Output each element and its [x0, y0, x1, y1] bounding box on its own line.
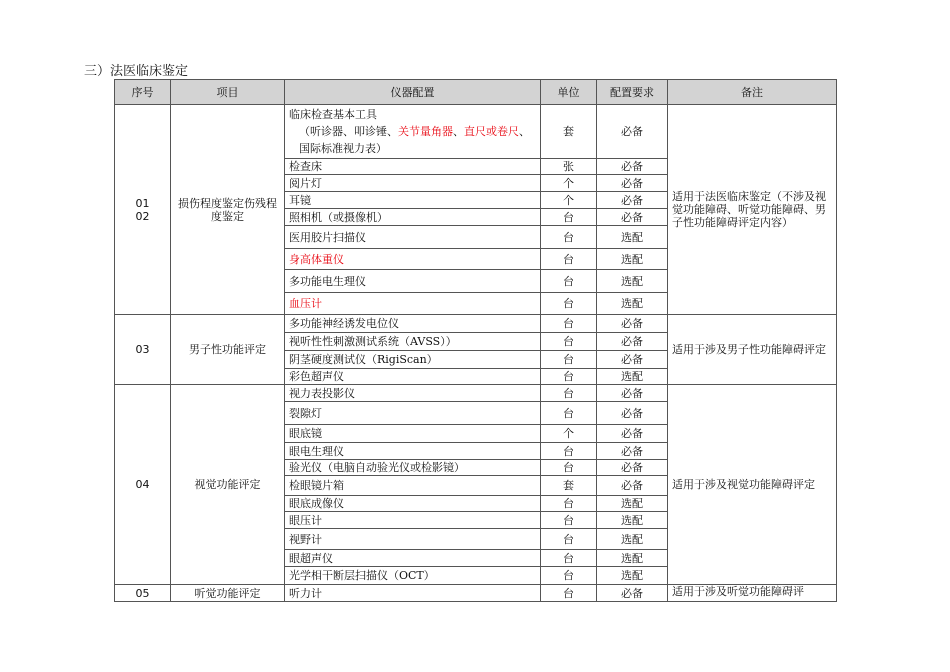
- requirement-cell: 选配: [597, 226, 668, 249]
- requirement-cell: 选配: [597, 529, 668, 550]
- unit-cell: 台: [541, 270, 597, 293]
- requirement-cell: 必备: [597, 443, 668, 460]
- equipment-cell: 裂隙灯: [285, 402, 541, 425]
- equipment-cell: 多功能电生理仪: [285, 270, 541, 293]
- equipment-name: 临床检查基本工具: [289, 108, 377, 121]
- unit-cell: 张: [541, 159, 597, 175]
- equipment-cell: 眼电生理仪: [285, 443, 541, 460]
- equipment-cell: 眼超声仪: [285, 550, 541, 567]
- equipment-cell: 眼底镜: [285, 425, 541, 443]
- equipment-cell: 视力表投影仪: [285, 385, 541, 402]
- requirement-cell: 必备: [597, 333, 668, 351]
- requirement-cell: 选配: [597, 293, 668, 315]
- unit-cell: 台: [541, 351, 597, 369]
- requirement-cell: 必备: [597, 175, 668, 192]
- equipment-cell: 照相机（或摄像机）: [285, 209, 541, 226]
- unit-cell: 台: [541, 209, 597, 226]
- equipment-detail: [289, 123, 536, 157]
- remark-cell: [668, 585, 837, 602]
- header-remark: 备注: [668, 80, 837, 105]
- row-number: 05: [115, 585, 171, 602]
- equipment-cell: [285, 105, 541, 159]
- unit-cell: 台: [541, 512, 597, 529]
- requirement-cell: 选配: [597, 249, 668, 270]
- unit-cell: 台: [541, 567, 597, 585]
- row-number: 04: [115, 385, 171, 585]
- equipment-detail-text-red: 直尺或卷尺: [464, 125, 519, 138]
- requirement-cell: 必备: [597, 315, 668, 333]
- unit-cell: 台: [541, 249, 597, 270]
- requirement-cell: 必备: [597, 209, 668, 226]
- equipment-detail-text: 、国际标准视力表）: [299, 125, 530, 155]
- requirement-cell: 必备: [597, 159, 668, 175]
- requirement-cell: 必备: [597, 105, 668, 159]
- requirement-cell: 必备: [597, 385, 668, 402]
- equipment-cell: 身高体重仪: [285, 249, 541, 270]
- equipment-detail-text: （听诊器、叩诊锤、: [299, 125, 398, 138]
- requirement-cell: 选配: [597, 512, 668, 529]
- unit-cell: 台: [541, 385, 597, 402]
- table-header-row: [115, 80, 837, 105]
- equipment-cell: 验光仪（电脑自动验光仪或检影镜）: [285, 460, 541, 476]
- requirement-cell: 必备: [597, 460, 668, 476]
- header-equipment: 仪器配置: [285, 80, 541, 105]
- unit-cell: 台: [541, 369, 597, 385]
- unit-cell: 个: [541, 425, 597, 443]
- table-row: [115, 315, 837, 333]
- requirement-cell: 选配: [597, 270, 668, 293]
- equipment-cell: 光学相干断层扫描仪（OCT）: [285, 567, 541, 585]
- unit-cell: 台: [541, 226, 597, 249]
- unit-cell: 台: [541, 402, 597, 425]
- equipment-table: [114, 79, 837, 602]
- remark-text: 适用于涉及听觉功能障碍评: [672, 585, 804, 598]
- unit-cell: 个: [541, 192, 597, 209]
- equipment-cell: 彩色超声仪: [285, 369, 541, 385]
- section-title: 三）法医临床鉴定: [84, 64, 189, 79]
- requirement-cell: 选配: [597, 496, 668, 512]
- requirement-cell: 选配: [597, 369, 668, 385]
- equipment-detail-text: 、: [453, 125, 464, 138]
- row-number-line: 02: [135, 209, 150, 223]
- equipment-cell: 多功能神经诱发电位仪: [285, 315, 541, 333]
- equipment-cell: 眼压计: [285, 512, 541, 529]
- header-no: 序号: [115, 80, 171, 105]
- requirement-cell: 必备: [597, 585, 668, 602]
- equipment-cell: 检查床: [285, 159, 541, 175]
- header-project: 项目: [171, 80, 285, 105]
- requirement-cell: 必备: [597, 402, 668, 425]
- project-name: 男子性功能评定: [171, 315, 285, 385]
- equipment-cell: 眼底成像仪: [285, 496, 541, 512]
- requirement-cell: 必备: [597, 476, 668, 496]
- unit-cell: 个: [541, 175, 597, 192]
- unit-cell: 套: [541, 105, 597, 159]
- unit-cell: 台: [541, 443, 597, 460]
- requirement-cell: 必备: [597, 425, 668, 443]
- unit-cell: 台: [541, 460, 597, 476]
- header-requirement: 配置要求: [597, 80, 668, 105]
- remark-cell: 适用于法医临床鉴定（不涉及视觉功能障碍、听觉功能障碍、男子性功能障碍评定内容）: [668, 105, 837, 315]
- table-row: [115, 585, 837, 602]
- requirement-cell: 必备: [597, 192, 668, 209]
- row-number: [115, 105, 171, 315]
- unit-cell: 台: [541, 496, 597, 512]
- equipment-cell: 阴茎硬度测试仪（RigiScan）: [285, 351, 541, 369]
- equipment-cell: 血压计: [285, 293, 541, 315]
- unit-cell: 台: [541, 333, 597, 351]
- equipment-cell: 听力计: [285, 585, 541, 602]
- project-name: 视觉功能评定: [171, 385, 285, 585]
- unit-cell: 台: [541, 293, 597, 315]
- requirement-cell: 必备: [597, 351, 668, 369]
- requirement-cell: 选配: [597, 550, 668, 567]
- equipment-cell: 医用胶片扫描仪: [285, 226, 541, 249]
- equipment-cell: 视野计: [285, 529, 541, 550]
- unit-cell: 台: [541, 529, 597, 550]
- equipment-detail-text-red: 关节量角器: [398, 125, 453, 138]
- unit-cell: 套: [541, 476, 597, 496]
- equipment-cell: 阅片灯: [285, 175, 541, 192]
- row-number: 03: [115, 315, 171, 385]
- row-number-line: 01: [135, 196, 150, 210]
- remark-cell: 适用于涉及视觉功能障碍评定: [668, 385, 837, 585]
- header-unit: 单位: [541, 80, 597, 105]
- table-row: [115, 385, 837, 402]
- unit-cell: 台: [541, 585, 597, 602]
- requirement-cell: 选配: [597, 567, 668, 585]
- remark-cell: 适用于涉及男子性功能障碍评定: [668, 315, 837, 385]
- unit-cell: 台: [541, 550, 597, 567]
- equipment-cell: 检眼镜片箱: [285, 476, 541, 496]
- unit-cell: 台: [541, 315, 597, 333]
- equipment-cell: 视听性性刺激测试系统（AVSS））: [285, 333, 541, 351]
- table-row: [115, 105, 837, 159]
- equipment-cell: 耳镜: [285, 192, 541, 209]
- project-name: 听觉功能评定: [171, 585, 285, 602]
- project-name: 损伤程度鉴定伤残程度鉴定: [171, 105, 285, 315]
